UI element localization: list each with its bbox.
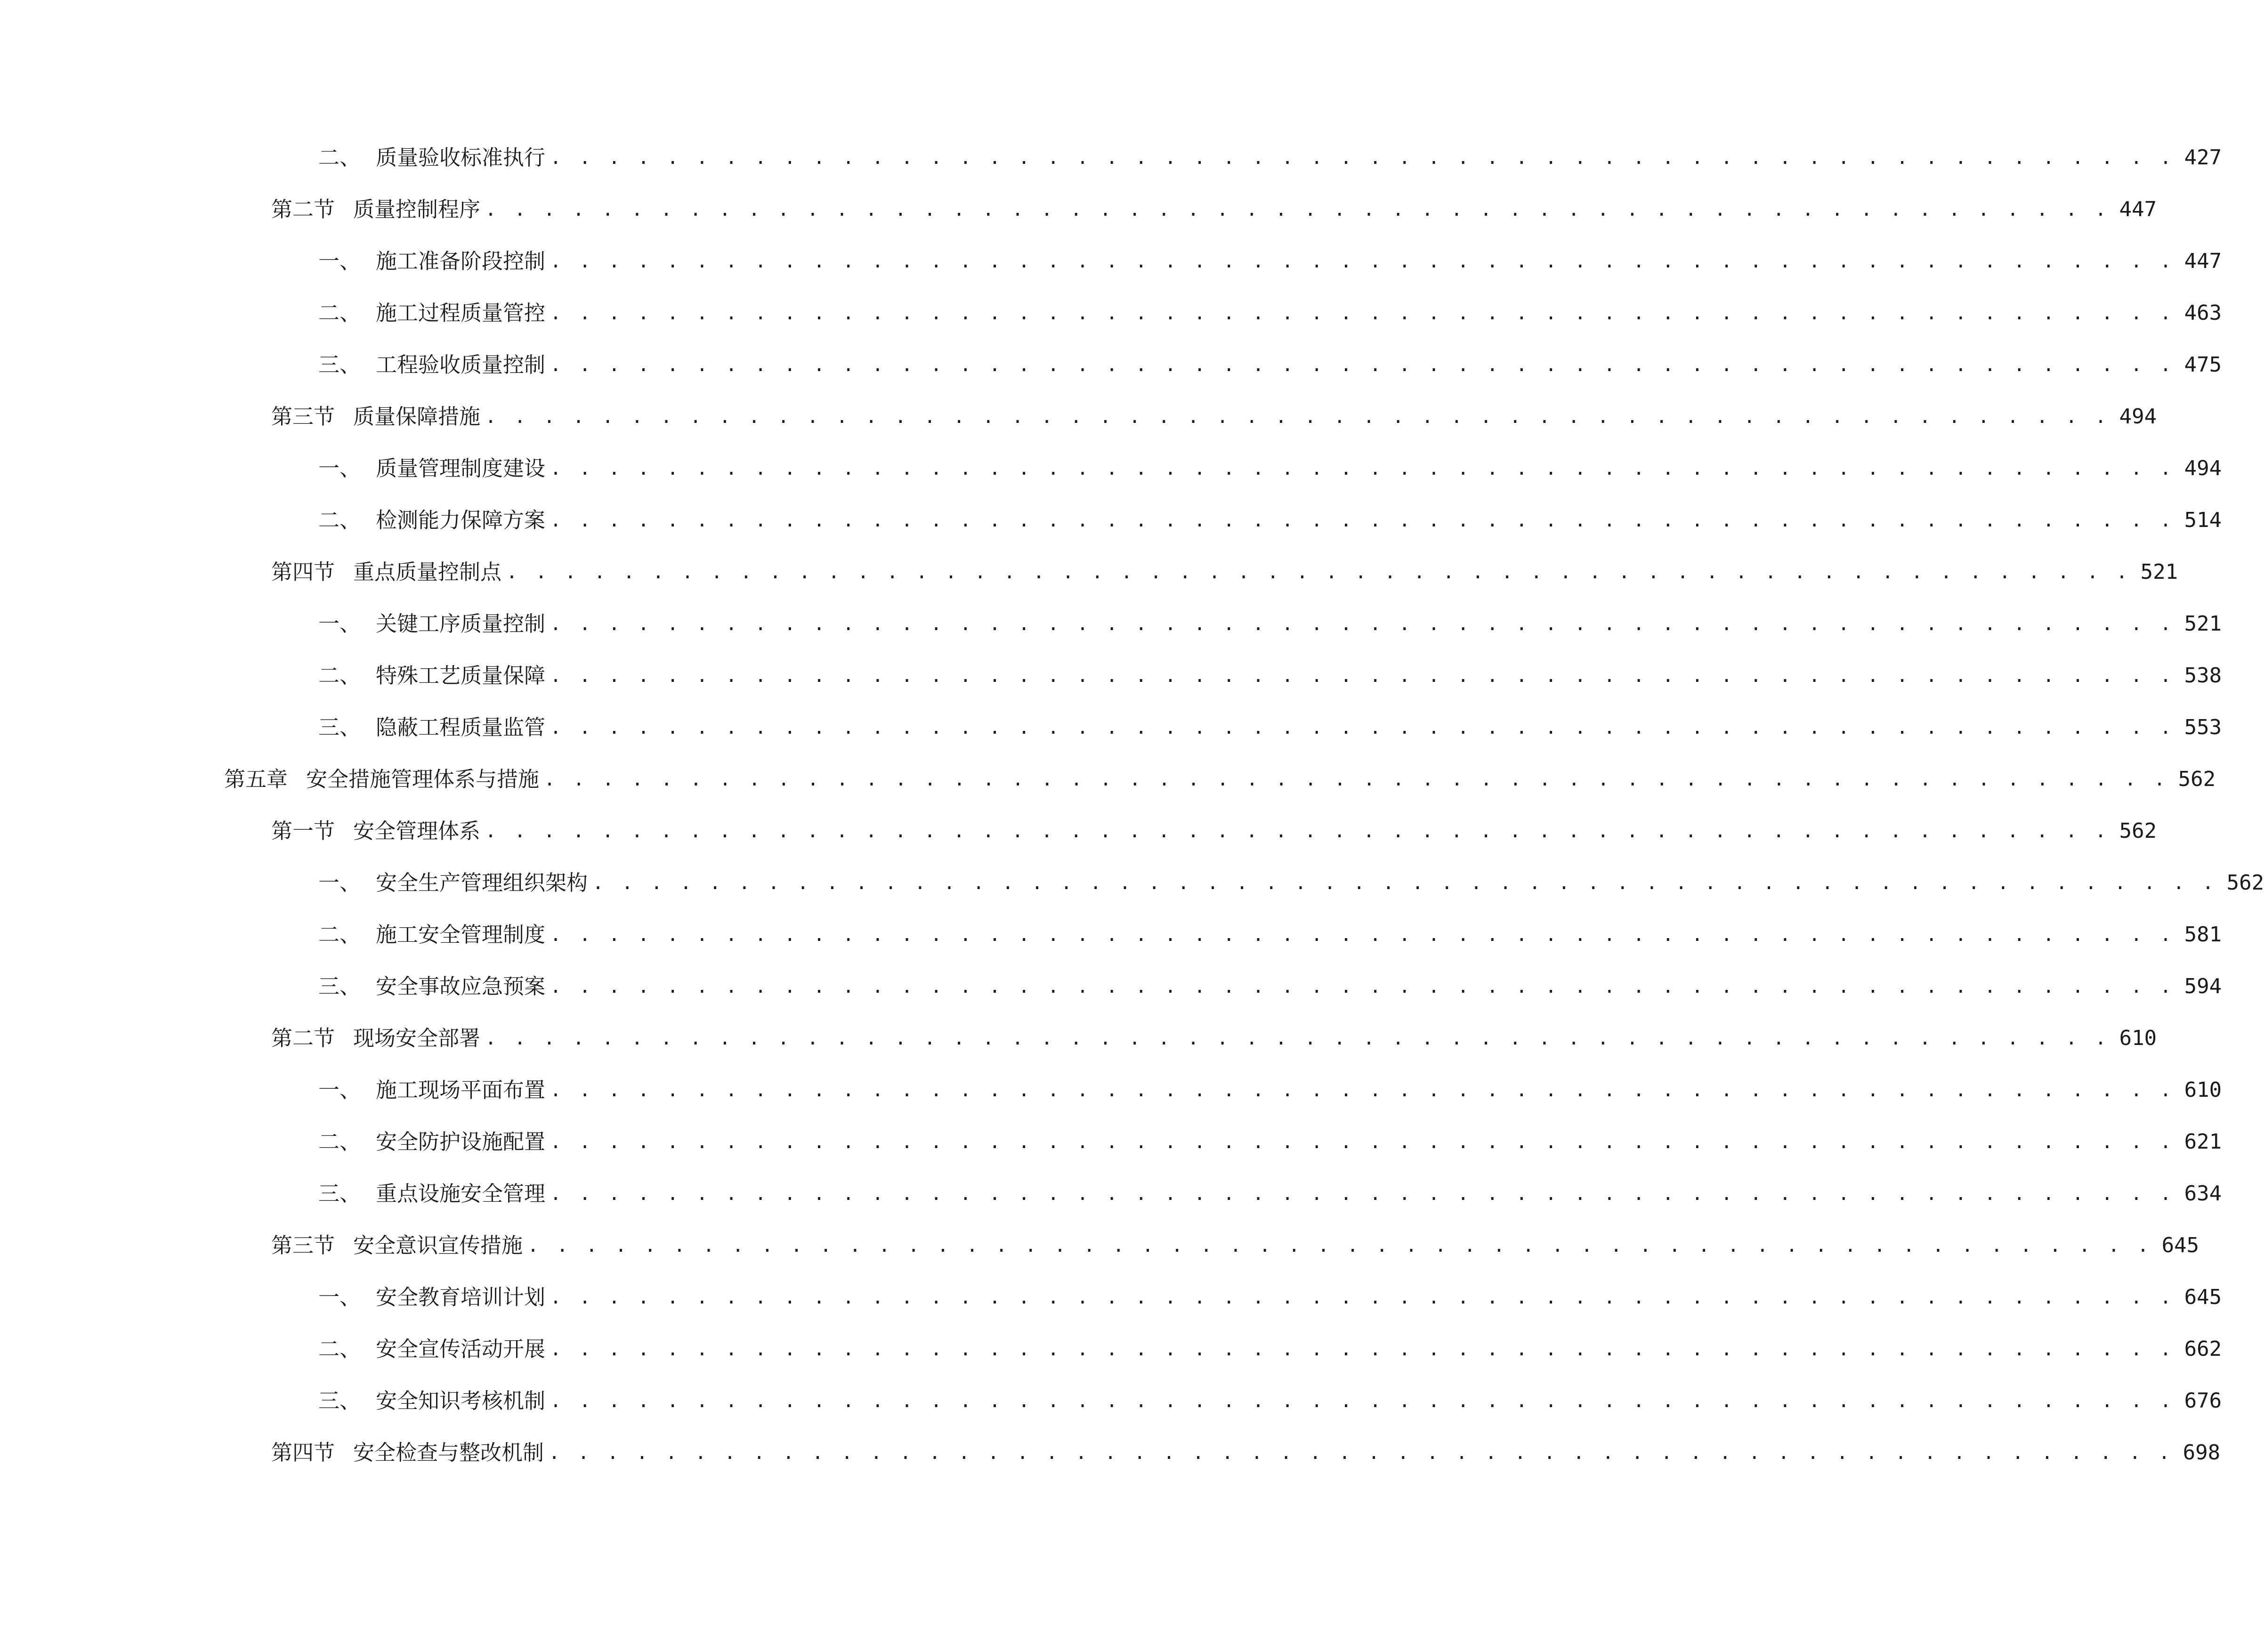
dot-leader: . . . . . . . . . . . . . . . . . . . . . . . . . . . . . . . . . . . . . . . . . . . . . . . . . . . . . . . . xyxy=(550,1390,2175,1412)
toc-entry-number: 一、 xyxy=(318,456,361,481)
toc-entry-page-number: 553 xyxy=(2184,715,2222,739)
toc-entry-number: 二、 xyxy=(318,1336,361,1361)
toc-entry-number: 第一节 xyxy=(271,818,335,843)
toc-entry[interactable] xyxy=(0,1220,2199,1271)
toc-entry-number: 二、 xyxy=(318,922,361,947)
dot-leader: . . . . . . . . . . . . . . . . . . . . . . . . . . . . . . . . . . . . . . . . . . . . . . . . . . . . . . . . xyxy=(550,1079,2175,1101)
toc-entry-title: 安全防护设施配置 xyxy=(376,1129,546,1154)
toc-entry-title: 安全检查与整改机制 xyxy=(353,1440,544,1465)
toc-entry-title: 施工安全管理制度 xyxy=(376,922,546,947)
toc-entry[interactable] xyxy=(0,339,2222,391)
dot-leader: . . . . . . . . . . . . . . . . . . . . . . . . . . . . . . . . . . . . . . . . . . . . . . . . . . . . . . . . xyxy=(527,1235,2152,1256)
toc-entry-number: 二、 xyxy=(318,663,361,688)
dot-leader: . . . . . . . . . . . . . . . . . . . . . . . . . . . . . . . . . . . . . . . . . . . . . . . . . . . . . . . . xyxy=(485,820,2110,842)
toc-entry-page-number: 521 xyxy=(2140,560,2178,584)
toc-entry-page-number: 634 xyxy=(2184,1182,2222,1206)
toc-entry-page-number: 562 xyxy=(2226,871,2264,895)
toc-entry[interactable] xyxy=(0,702,2222,753)
toc-entry-page-number: 427 xyxy=(2184,146,2222,170)
toc-entry-page-number: 494 xyxy=(2184,456,2222,480)
toc-entry-page-number: 475 xyxy=(2184,353,2222,377)
toc-entry[interactable] xyxy=(0,494,2222,546)
dot-leader: . . . . . . . . . . . . . . . . . . . . . . . . . . . . . . . . . . . . . . . . . . . . . . . . . . . . . . . . xyxy=(544,769,2169,790)
dot-leader: . . . . . . . . . . . . . . . . . . . . . . . . . . . . . . . . . . . . . . . . . . . . . . . . . . . . . . . . xyxy=(506,561,2131,583)
toc-entry[interactable] xyxy=(0,443,2222,494)
toc-entry-number: 三、 xyxy=(318,1388,361,1413)
toc-entry[interactable] xyxy=(0,1012,2157,1064)
toc-entry-page-number: 645 xyxy=(2184,1285,2222,1309)
toc-entry-title: 施工现场平面布置 xyxy=(376,1077,546,1102)
toc-entry-title: 质量验收标准执行 xyxy=(376,145,546,170)
toc-entry-number: 一、 xyxy=(318,1077,361,1102)
toc-entry-page-number: 662 xyxy=(2184,1337,2222,1361)
toc-entry[interactable] xyxy=(0,132,2222,184)
dot-leader: . . . . . . . . . . . . . . . . . . . . . . . . . . . . . . . . . . . . . . . . . . . . . . . . . . . . . . . . xyxy=(485,1028,2110,1049)
toc-entry[interactable] xyxy=(0,1116,2222,1168)
dot-leader: . . . . . . . . . . . . . . . . . . . . . . . . . . . . . . . . . . . . . . . . . . . . . . . . . . . . . . . . xyxy=(485,406,2110,428)
toc-entry-title: 关键工序质量控制 xyxy=(376,611,546,636)
toc-entry-title: 安全生产管理组织架构 xyxy=(376,870,588,895)
toc-entry-title: 安全意识宣传措施 xyxy=(353,1233,523,1258)
toc-entry-page-number: 594 xyxy=(2184,974,2222,998)
toc-entry[interactable] xyxy=(0,546,2178,598)
toc-entry[interactable] xyxy=(0,235,2222,287)
toc-entry-title: 质量保障措施 xyxy=(353,404,481,429)
toc-entry-title: 重点质量控制点 xyxy=(353,559,502,584)
toc-entry-page-number: 562 xyxy=(2119,819,2157,843)
toc-entry-title: 安全管理体系 xyxy=(353,818,481,843)
toc-entry[interactable] xyxy=(0,1375,2222,1427)
toc-entry-number: 三、 xyxy=(318,1181,361,1206)
dot-leader: . . . . . . . . . . . . . . . . . . . . . . . . . . . . . . . . . . . . . . . . . . . . . . . . . . . . . . . . xyxy=(550,302,2175,324)
dot-leader: . . . . . . . . . . . . . . . . . . . . . . . . . . . . . . . . . . . . . . . . . . . . . . . . . . . . . . . . xyxy=(592,872,2217,894)
dot-leader: . . . . . . . . . . . . . . . . . . . . . . . . . . . . . . . . . . . . . . . . . . . . . . . . . . . . . . . . xyxy=(550,976,2175,997)
toc-entry-title: 检测能力保障方案 xyxy=(376,508,546,533)
toc-entry-title: 安全知识考核机制 xyxy=(376,1388,546,1413)
toc-entry-page-number: 447 xyxy=(2184,249,2222,273)
toc-entry[interactable] xyxy=(0,1064,2222,1116)
dot-leader: . . . . . . . . . . . . . . . . . . . . . . . . . . . . . . . . . . . . . . . . . . . . . . . . . . . . . . . . xyxy=(550,665,2175,687)
toc-entry[interactable] xyxy=(0,857,2264,909)
toc-entry[interactable] xyxy=(0,909,2222,961)
toc-entry-number: 三、 xyxy=(318,974,361,999)
toc-entry-page-number: 447 xyxy=(2119,197,2157,221)
toc-entry-number: 第四节 xyxy=(271,1440,335,1465)
toc-entry-title: 安全事故应急预案 xyxy=(376,974,546,999)
toc-entry-title: 安全宣传活动开展 xyxy=(376,1336,546,1361)
toc-entry-title: 重点设施安全管理 xyxy=(376,1181,546,1206)
toc-entry-number: 第二节 xyxy=(271,1026,335,1051)
toc-entry-number: 二、 xyxy=(318,508,361,533)
toc-entry[interactable] xyxy=(0,1271,2222,1323)
toc-entry-title: 质量控制程序 xyxy=(353,197,481,222)
toc-entry-number: 一、 xyxy=(318,1285,361,1310)
toc-entry-number: 第四节 xyxy=(271,559,335,584)
toc-entry-title: 现场安全部署 xyxy=(353,1026,481,1051)
toc-entry-number: 一、 xyxy=(318,870,361,895)
toc-entry-number: 第五章 xyxy=(224,767,288,792)
dot-leader: . . . . . . . . . . . . . . . . . . . . . . . . . . . . . . . . . . . . . . . . . . . . . . . . . . . . . . . . xyxy=(550,147,2175,169)
dot-leader: . . . . . . . . . . . . . . . . . . . . . . . . . . . . . . . . . . . . . . . . . . . . . . . . . . . . . . . . xyxy=(550,613,2175,635)
toc-entry-page-number: 610 xyxy=(2119,1026,2157,1050)
dot-leader: . . . . . . . . . . . . . . . . . . . . . . . . . . . . . . . . . . . . . . . . . . . . . . . . . . . . . . . . xyxy=(550,251,2175,272)
dot-leader: . . . . . . . . . . . . . . . . . . . . . . . . . . . . . . . . . . . . . . . . . . . . . . . . . . . . . . . . xyxy=(550,458,2175,479)
toc-entry-title: 质量管理制度建设 xyxy=(376,456,546,481)
toc-entry[interactable] xyxy=(0,184,2157,235)
dot-leader: . . . . . . . . . . . . . . . . . . . . . . . . . . . . . . . . . . . . . . . . . . . . . . . . . . . . . . . . xyxy=(550,717,2175,738)
toc-entry-title: 工程验收质量控制 xyxy=(376,352,546,377)
toc-entry-page-number: 562 xyxy=(2178,767,2216,791)
toc-entry-number: 一、 xyxy=(318,249,361,274)
toc-entry-title: 施工准备阶段控制 xyxy=(376,249,546,274)
toc-entry-number: 二、 xyxy=(318,145,361,170)
toc-entry[interactable] xyxy=(0,287,2222,339)
toc-entry-number: 二、 xyxy=(318,1129,361,1154)
toc-entry-page-number: 521 xyxy=(2184,612,2222,636)
toc-entry[interactable] xyxy=(0,1323,2222,1375)
toc-entry-page-number: 538 xyxy=(2184,664,2222,688)
toc-entry-page-number: 676 xyxy=(2184,1389,2222,1413)
toc-entry-title: 特殊工艺质量保障 xyxy=(376,663,546,688)
dot-leader: . . . . . . . . . . . . . . . . . . . . . . . . . . . . . . . . . . . . . . . . . . . . . . . . . . . . . . . . xyxy=(549,1442,2174,1464)
toc-entry-page-number: 645 xyxy=(2161,1233,2199,1257)
toc-entry-title: 安全措施管理体系与措施 xyxy=(306,767,540,792)
toc-entry[interactable] xyxy=(0,753,2216,805)
dot-leader: . . . . . . . . . . . . . . . . . . . . . . . . . . . . . . . . . . . . . . . . . . . . . . . . . . . . . . . . xyxy=(550,1287,2175,1308)
toc-entry-page-number: 514 xyxy=(2184,508,2222,532)
toc-entry[interactable] xyxy=(0,598,2222,650)
dot-leader: . . . . . . . . . . . . . . . . . . . . . . . . . . . . . . . . . . . . . . . . . . . . . . . . . . . . . . . . xyxy=(550,924,2175,946)
toc-entry-number: 一、 xyxy=(318,611,361,636)
toc-entry-number: 第三节 xyxy=(271,404,335,429)
toc-entry-page-number: 610 xyxy=(2184,1078,2222,1102)
toc-entry-number: 三、 xyxy=(318,715,361,740)
dot-leader: . . . . . . . . . . . . . . . . . . . . . . . . . . . . . . . . . . . . . . . . . . . . . . . . . . . . . . . . xyxy=(485,199,2110,220)
toc-entry[interactable] xyxy=(0,805,2157,857)
toc-entry[interactable] xyxy=(0,1427,2221,1479)
dot-leader: . . . . . . . . . . . . . . . . . . . . . . . . . . . . . . . . . . . . . . . . . . . . . . . . . . . . . . . . xyxy=(550,510,2175,531)
toc-entry[interactable] xyxy=(0,650,2222,702)
toc-entry-page-number: 581 xyxy=(2184,923,2222,947)
toc-entry[interactable] xyxy=(0,1168,2222,1220)
toc-entry-number: 第三节 xyxy=(271,1233,335,1258)
dot-leader: . . . . . . . . . . . . . . . . . . . . . . . . . . . . . . . . . . . . . . . . . . . . . . . . . . . . . . . . xyxy=(550,1183,2175,1205)
dot-leader: . . . . . . . . . . . . . . . . . . . . . . . . . . . . . . . . . . . . . . . . . . . . . . . . . . . . . . . . xyxy=(550,1131,2175,1153)
toc-entry-number: 二、 xyxy=(318,300,361,325)
toc-entry-title: 施工过程质量管控 xyxy=(376,300,546,325)
toc-entry-number: 三、 xyxy=(318,352,361,377)
toc-entry[interactable] xyxy=(0,391,2157,443)
toc-entry-page-number: 463 xyxy=(2184,301,2222,325)
dot-leader: . . . . . . . . . . . . . . . . . . . . . . . . . . . . . . . . . . . . . . . . . . . . . . . . . . . . . . . . xyxy=(550,354,2175,376)
toc-entry-page-number: 621 xyxy=(2184,1130,2222,1154)
toc-entry[interactable] xyxy=(0,961,2222,1012)
toc-entry-page-number: 494 xyxy=(2119,405,2157,429)
toc-entry-title: 隐蔽工程质量监管 xyxy=(376,715,546,740)
dot-leader: . . . . . . . . . . . . . . . . . . . . . . . . . . . . . . . . . . . . . . . . . . . . . . . . . . . . . . . . xyxy=(550,1338,2175,1360)
toc-entry-page-number: 698 xyxy=(2183,1441,2221,1465)
toc-entry-title: 安全教育培训计划 xyxy=(376,1285,546,1310)
toc-entry-number: 第二节 xyxy=(271,197,335,222)
